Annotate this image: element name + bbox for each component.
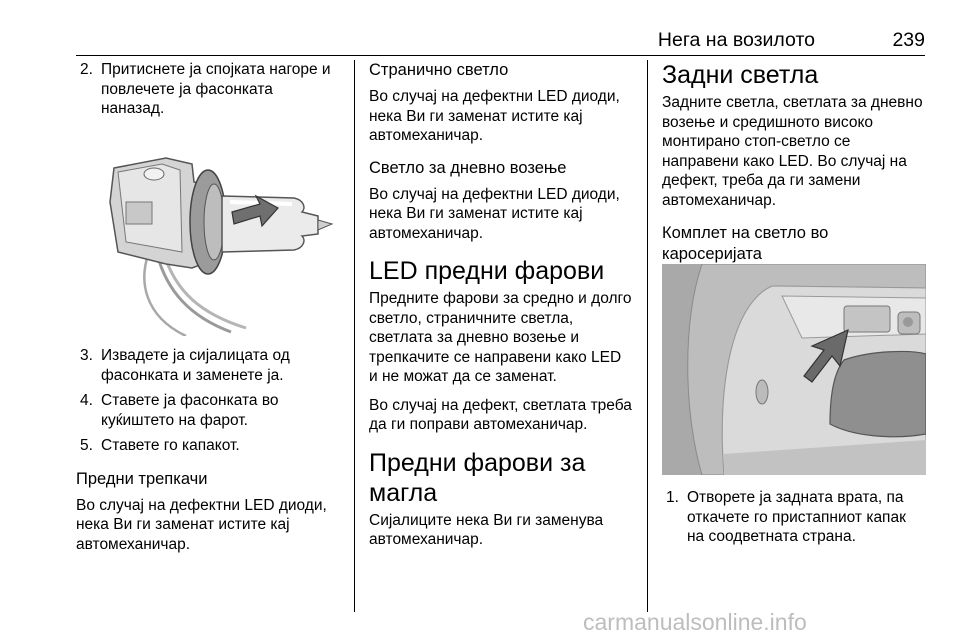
section-heading-side-light: Странично светло bbox=[369, 61, 509, 79]
column-3-lower bbox=[662, 488, 926, 547]
step-text: Ставете ја фасонката во куќиштето на фарот. bbox=[101, 392, 279, 429]
page-header bbox=[76, 29, 925, 53]
turn-signals-text: Во случај на дефектни LED диоди, нека Ви ги заменат истите кај автомеханичар. bbox=[76, 496, 327, 553]
section-heading-led-headlights: LED предни фарови bbox=[369, 257, 605, 285]
section-heading-turn-signals: Предни трепкачи bbox=[76, 469, 208, 488]
daytime-light-text: Во случај на дефектни LED диоди, нека Ви ги заменат истите кај автомеханичар. bbox=[369, 185, 620, 242]
step-2 bbox=[76, 60, 340, 119]
column-divider-1 bbox=[354, 60, 355, 612]
step-number: 5. bbox=[80, 437, 93, 454]
step-5 bbox=[76, 436, 340, 456]
step-text: Ставете го капакот. bbox=[101, 437, 240, 454]
trunk-panel-drawing bbox=[662, 264, 926, 475]
step-number: 2. bbox=[80, 61, 93, 78]
step-text: Отворете ја задната врата, па откачете го пристапниот капак на соодветната страна. bbox=[687, 489, 906, 545]
column-2 bbox=[369, 60, 633, 550]
column-divider-2 bbox=[647, 60, 648, 612]
bulb-socket-drawing bbox=[96, 142, 338, 336]
side-light-text: Во случај на дефектни LED диоди, нека Ви ги заменат истите кај автомеханичар. bbox=[369, 88, 620, 144]
bulb-socket-illustration bbox=[96, 142, 338, 336]
watermark: carmanualsonline.info bbox=[583, 609, 807, 635]
header-rule bbox=[76, 55, 925, 56]
column-1-lower bbox=[76, 346, 340, 554]
rear-lights-text: Задните светла, светлата за дневно возење и средишното високо монтирано стоп-светло се направени како LED. Во случај на дефект, треба да ги замени автомеханичар. bbox=[662, 94, 923, 209]
step-4 bbox=[76, 391, 340, 430]
section-heading-daytime-light: Светло за дневно возење bbox=[369, 158, 567, 177]
section-heading-rear-lights: Задни светла bbox=[662, 61, 819, 89]
led-headlights-text-1: Предните фарови за средно и долго светло, страничните светла, светлата за дневно возење и трепкачите се направени како LED и не можат да се заменат. bbox=[369, 290, 632, 385]
step-1 bbox=[662, 488, 926, 547]
trunk-panel-illustration bbox=[662, 264, 926, 475]
step-text: Притиснете ја спојката нагоре и повлечете ја фасонката наназад. bbox=[101, 61, 331, 117]
led-headlights-text-2: Во случај на дефект, светлата треба да ги поправи автомеханичар. bbox=[369, 396, 632, 433]
step-3 bbox=[76, 346, 340, 385]
column-3 bbox=[662, 60, 926, 265]
step-number: 1. bbox=[666, 489, 679, 506]
section-heading-body-light-kit: Комплет на светло во каросеријата bbox=[662, 224, 829, 263]
chapter-title: Нега на возилото bbox=[657, 29, 815, 51]
fog-lights-text: Сијалиците нека Ви ги заменува автомеханичар. bbox=[369, 511, 604, 548]
step-number: 4. bbox=[80, 392, 93, 409]
section-heading-fog-lights: Предни фарови за магла bbox=[369, 448, 586, 507]
step-text: Извадете ја сијалицата од фасонката и заменете ја. bbox=[101, 347, 290, 384]
column-1 bbox=[76, 60, 340, 119]
step-number: 3. bbox=[80, 347, 93, 364]
page-number: 239 bbox=[892, 29, 925, 51]
